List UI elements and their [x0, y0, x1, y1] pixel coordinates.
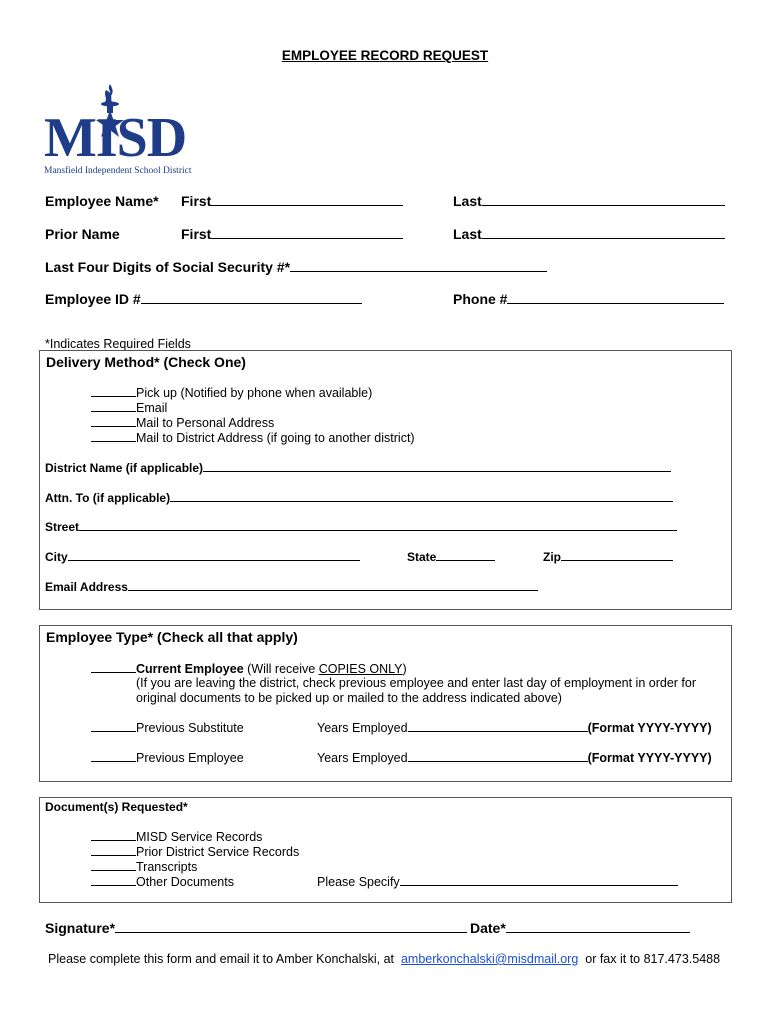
delivery-option-email[interactable]: Email	[91, 400, 167, 415]
delivery-heading: Delivery Method* (Check One)	[46, 354, 246, 370]
misd-logo	[44, 84, 206, 178]
employee-id-label: Employee ID #	[45, 291, 141, 307]
first-label: First	[181, 193, 212, 209]
email-address-field[interactable]: Email Address	[45, 579, 538, 594]
contact-email-link[interactable]: amberkonchalski@misdmail.org	[400, 952, 579, 966]
first-label: First	[181, 226, 212, 242]
last-label: Last	[453, 226, 482, 242]
page-title: EMPLOYEE RECORD REQUEST	[281, 48, 489, 63]
required-note: *Indicates Required Fields	[45, 337, 191, 351]
zip-field[interactable]: Zip	[543, 549, 673, 564]
date-field[interactable]: Date*	[470, 920, 690, 936]
current-employee-note-line1: (If you are leaving the district, check previous employee and enter last day of employment in order for	[136, 676, 697, 690]
ssn-field[interactable]	[45, 259, 547, 275]
district-name-field[interactable]: District Name (if applicable)	[45, 460, 671, 475]
signature-field[interactable]: Signature*	[45, 920, 467, 936]
employee-id-field[interactable]	[45, 291, 362, 307]
first-name-field[interactable]	[181, 193, 403, 209]
please-specify-field[interactable]: Please Specify	[317, 874, 678, 889]
prior-name-label: Prior Name	[45, 226, 120, 242]
delivery-option-personal-mail[interactable]: Mail to Personal Address	[91, 415, 274, 430]
previous-employee-option[interactable]: Previous Employee	[91, 750, 244, 765]
prior-first-name-field[interactable]	[181, 226, 403, 242]
doc-option-transcripts[interactable]: Transcripts	[91, 859, 197, 874]
logo-text: MISD	[44, 107, 187, 169]
employee-years-field[interactable]: Years Employed (Format YYYY-YYYY)	[317, 751, 712, 765]
doc-option-misd-service[interactable]: MISD Service Records	[91, 829, 262, 844]
previous-substitute-option[interactable]: Previous Substitute	[91, 720, 244, 735]
delivery-option-pickup[interactable]: Pick up (Notified by phone when available)	[91, 385, 372, 400]
current-employee-label: Current Employee	[136, 662, 244, 676]
employee-type-heading: Employee Type* (Check all that apply)	[46, 629, 298, 645]
attn-to-field[interactable]: Attn. To (if applicable)	[45, 490, 673, 505]
ssn-label: Last Four Digits of Social Security #*	[45, 259, 291, 275]
street-field[interactable]: Street	[45, 519, 677, 534]
city-field[interactable]: City	[45, 549, 360, 564]
footer-instructions: Please complete this form and email it to Amber Konchalski, at amberkonchalski@misdmail.org or fax it to 817.473.5488	[48, 952, 721, 966]
logo-subtitle: Mansfield Independent School District	[44, 166, 192, 176]
current-employee-note-line2: original documents to be picked up or mailed to the address indicated above)	[136, 691, 562, 705]
current-employee-option[interactable]: Current Employee (Will receive COPIES ONLY)	[91, 661, 407, 676]
phone-label: Phone #	[453, 291, 508, 307]
substitute-years-field[interactable]: Years Employed (Format YYYY-YYYY)	[317, 721, 712, 735]
prior-last-name-field[interactable]	[453, 226, 725, 242]
phone-field[interactable]	[453, 291, 724, 307]
doc-option-prior-district[interactable]: Prior District Service Records	[91, 844, 299, 859]
last-label: Last	[453, 193, 482, 209]
documents-heading: Document(s) Requested*	[45, 800, 188, 814]
employee-name-label: Employee Name*	[45, 193, 159, 209]
last-name-field[interactable]	[453, 193, 725, 209]
doc-option-other[interactable]: Other Documents	[91, 874, 234, 889]
state-field[interactable]: State	[407, 549, 495, 564]
delivery-option-district-mail[interactable]: Mail to District Address (if going to another district)	[91, 430, 415, 445]
